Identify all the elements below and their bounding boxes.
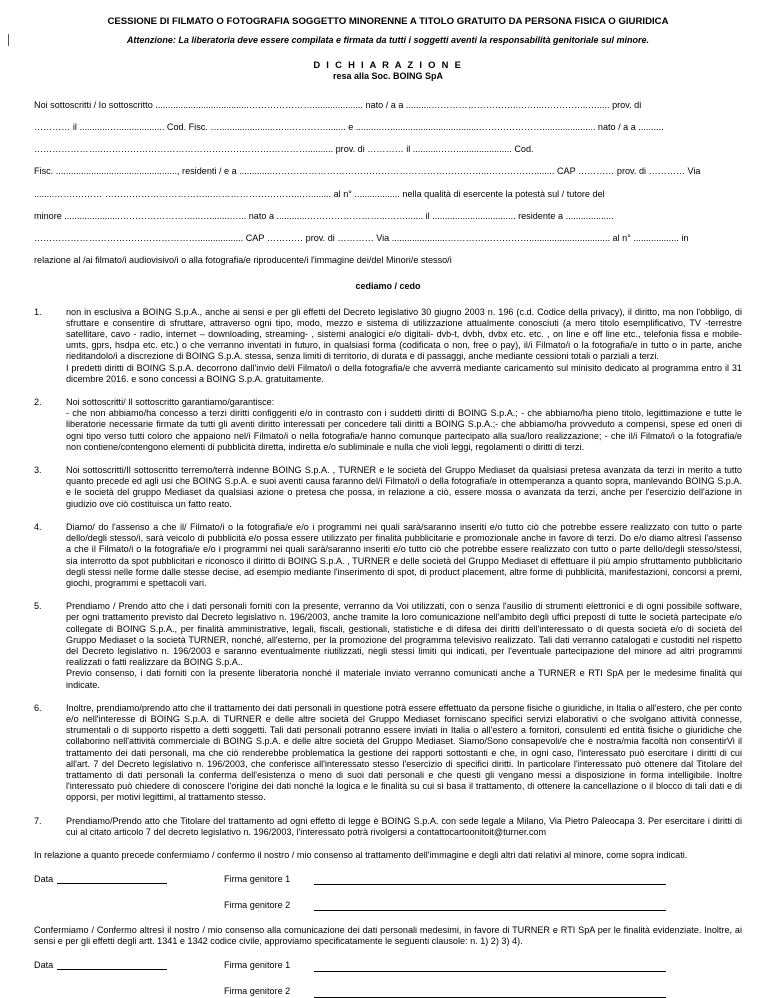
document-title: CESSIONE DI FILMATO O FOTOGRAFIA SOGGETTO MINORENNE A TITOLO GRATUITO DA PERSONA FISICA O GIURIDICA [107, 16, 669, 27]
clause-item [34, 601, 742, 691]
margin-marker [8, 34, 9, 46]
parent2-label: Firma genitore 2 [224, 899, 291, 910]
clause-text: Diamo/ do l'assenso a che il/ Filmato/i o la fotografia/e e/o i programmi nei quali sarà/saranno inseriti e/o tutto ciò che potrebbe essere realizzato con tutto o parte dello/degli stesso/i, sarà veicolo di pubblicità e/o possa essere utilizzato per finalità pubblicitarie e promozionale anche in favore di terzi. Do e/o diamo altresì l'assenso a che il Filmato/i o la fotografia/e e/o i programmi nei quali sarà/saranno inseriti e/o tutto ciò che potrebbe essere realizzato con tutto o parte dello/degli stesso/stessi, sia interrotto da spot pubblicitari e riconosco il diritto di BOING S.p.A. , TURNER e delle società del Gruppo Mediaset di effettuare il più ampio sfruttamento pubblicitario degli stessi nelle forme dalle stesse decise, ad esempio mediante l'inserimento di spot, di product placement, altre forme di pubblicità, manifestazioni, concorsi a premi, giochi, programmi e spettacoli vari. [66, 521, 742, 588]
clause-text: Prendiamo/Prendo atto che Titolare del trattamento ad ogni effetto di legge è BOING S.p.A. con sede legale a Milano, Via Pietro Paleocapa 3. Per esercitare i diritti di cui al citato articolo 7 del decreto legislativo n. 196/2003, l'interessato potrà rivolgersi a contattocartoonitoit@turner.com [66, 815, 742, 837]
signature-row-4 [34, 986, 742, 998]
personal-data-form [34, 94, 742, 272]
clause-number: 5. [34, 601, 42, 612]
document-page [34, 14, 742, 998]
parent2-label: Firma genitore 2 [224, 986, 291, 997]
date-field[interactable] [57, 874, 167, 884]
clause-item [34, 816, 742, 838]
clause-text: non in esclusiva a BOING S.p.A., anche ai sensi e per gli effetti del Decreto legislativo 30 giugno 2003 n. 196 (c.d. Codice della privacy), il diritto, ma non l'obbligo, di sfruttare e consentire di sfruttare, attraverso ogni tipo, modo, mezzo e sistema di utilizzazione attualmente conosciuti (a mero titolo esemplificativo, TV -terrestre satellitare, cavo - radio, internet – downloading, streaming- , sistemi analogici e/o digitali- dvb-t, dvbh, dvbx etc. etc. , on line e off line etc., telefonia fissa e mobile- umts, gprs, hsdpa etc. etc.) o che verranno inventati in futuro, in qualsiasi forma (codificata o non, free o pay), il/i Filmato/i o la fotografia/e in tutto o in parte, anche rieditandolo/i a discrezione di BOING S.p.A. stessa, senza limiti di territorio, di durata e di passaggi, anche mediante cessioni totali o parziali a terzi. I predetti diritti di BOING S.p.A. decorrono dall'invio del/i Filmato/i o della fotografia/e che avverrà mediante caricamento sul minisito dedicato al programma entro il 31 dicembre 2016. e sono concessi a BOING S.p.A. gratuitamente. [66, 306, 742, 384]
clause-item [34, 703, 742, 804]
communication-consent: Confermiamo / Confermo altresì il nostro / mio consenso alla comunicazione dei dati personali medesimi, in favore di TURNER e RTI SpA per le finalità evidenziate. Inoltre, ai sensi e per gli effetti degli artt. 1341 e 1342 codice civile, approviamo specificatamente le seguenti clausole: n. 1) 2) 3) 4). [34, 925, 742, 947]
consent-statement: In relazione a quanto precede confermiamo / confermo il nostro / mio consenso al trattamento dell'immagine e degli altri dati relativi al minore, come sopra indicati. [34, 849, 688, 860]
clause-text: Noi sottoscritti/Il sottoscritto terremo/terrà indenne BOING S.p.A. , TURNER e le società del Gruppo Mediaset da qualsiasi pretesa avanzata da terzi in merito a tutto quanto precede ed agli usi che BOING S.p.A. e suoi aventi causa faranno del/i Filmato/i o della fotografia/e in ottemperanza a quanto sopra, manlevando BOING S.p.A. e le società del gruppo Mediaset da qualsiasi azione o pretesa che possa, in relazione a ciò, essere mossa o avanzata da terzi, anche per l'esercizio dell'azione in giudizio ove ciò costituisca un fatto reato. [66, 465, 742, 509]
date-label: Data [34, 873, 54, 884]
clause-number: 2. [34, 397, 42, 408]
fill-line[interactable]: ……………………………………………….................. CAP ………… prov. di ………… Via ......................………………………................................ al n° .................. in [34, 233, 689, 244]
clause-item [34, 397, 742, 453]
fill-line[interactable]: ........…….……… ……………………………...………………………...…........ al n° .................. nella qualità di esercente la potestà sul / tutore del [34, 188, 605, 199]
clause-item [34, 465, 742, 510]
signature-row-2 [34, 899, 742, 911]
clause-text: Noi sottoscritti/ Il sottoscritto garantiamo/garantisce: - che non abbiamo/ha concesso a terzi diritti configgenti e/o in contrasto con i suddetti diritti di BOING S.p.A.; - che abbiamo/ha pieno titolo, legittimazione e tutte le liberatorie necessarie firmate da tutti gli aventi diritto interessati per concedere tali diritti a BOING S.p.A.;- che abbiamo/ha provveduto a compensi, spese ed oneri di ogni tipo verso tutti coloro che appaiono nel/i Filmato/i o nella fotografia/e hanno comunque partecipato alla sua/loro realizzazione; - che il/i Filmato/i o la fotografia/e non contiene/contengono elementi di pubblicità diretta, indiretta e/o subliminale e nulla che violi leggi, regolamenti o diritti di terzi. [66, 397, 742, 452]
clause-number: 1. [34, 306, 42, 317]
clause-item [34, 522, 742, 589]
clause-item [34, 307, 742, 385]
fill-line[interactable]: ………… il ............….................. Cod. Fisc. …......................…..…………........ e ..........…...................................…………………..................... nato / a a .......... [34, 122, 664, 133]
fill-line[interactable]: Noi sottoscritti / Io sottoscritto .....................................………………….................... nato / a a ..........………………………..……...…………...…..... prov. di [34, 99, 642, 110]
clause-number: 7. [34, 815, 42, 826]
parent2-signature-field[interactable] [314, 988, 666, 998]
fill-line-last: relazione al /ai filmato/i audiovisivo/i o alla fotografia/e riproducente/i l'immagine dei/del Minori/e stesso/i [34, 255, 452, 266]
declaration-subheading: resa alla Soc. BOING SpA [332, 70, 444, 81]
parent1-signature-field[interactable] [314, 962, 666, 972]
parent1-label: Firma genitore 1 [224, 873, 291, 884]
clause-number: 3. [34, 465, 42, 476]
fill-line[interactable]: …………………..……………………………………….……….………….......... prov. di ………… il ..........……...................... Cod. [34, 144, 534, 155]
declaration-heading: D I C H I A R A Z I O N E [313, 59, 463, 71]
cediamo-heading: cediamo / cedo [355, 281, 421, 292]
parent1-label: Firma genitore 1 [224, 960, 291, 971]
clause-number: 4. [34, 521, 42, 532]
date-label: Data [34, 960, 54, 971]
fill-line[interactable]: minore ......................……………………...…........…... nato a ............……………………...……....... il ................................. residente a ................... [34, 210, 614, 221]
clauses-list [34, 307, 742, 838]
parent1-signature-field[interactable] [314, 875, 666, 885]
signature-row-1 [34, 873, 742, 885]
clause-text: Inoltre, prendiamo/prendo atto che il trattamento dei dati personali in questione potrà essere effettuato da persone fisiche o giuridiche, in Italia o all'estero, che per conto e/o nell'interesse di BOING S.p.A. di TURNER e delle altre società del Gruppo Mediaset forniscano specifici servizi elaborativi o che svolgano attività connesse, strumentali o di supporto rispetto a detti soggetti. Tali dati personali potranno essere inviati in Italia o all'estero a fornitori, consulenti ed entità fisiche o giuridiche che collaborino nell'attività commerciale di BOING S.p.A. e delle altre società del Gruppo Mediaset. Siamo/Sono consapevoli/e che è nostra/mia facoltà non consentirVi il trattamento dei dati personali, ma che ciò renderebbe problematica la gestione dei rapporti sottostanti e che, in ogni caso, l'interessato può esercitare i diritti di cui all'art. 7 del Decreto legislativo n. 196/2003, che conferisce all'interessato stesso l'esercizio di specifici diritti. In particolare l'interessato può ottenere dal Titolare del trattamento di dati personali la conferma dell'esistenza o meno di suoi dati personali e che questi gli vengano messi a disposizione in forma intelligibile. Inoltre l'interessato può chiedere di conoscere l'origine dei dati nonché la logica e le finalità su cui si basa il trattamento, di ottenere la cancellazione o il blocco di tali dati e di opporsi, per motivi legittimi, al trattamento stesso. [66, 702, 742, 803]
warning-note: Attenzione: La liberatoria deve essere compilata e firmata da tutti i soggetti aventi la responsabilità genitoriale sul minore. [126, 35, 650, 46]
parent2-signature-field[interactable] [314, 901, 666, 911]
fill-line[interactable]: Fisc. ................................................, residenti / e a .............……………………………………………………………...……………........ CAP ………… prov. di ………… Via [34, 166, 701, 177]
signature-row-3 [34, 960, 742, 972]
clause-number: 6. [34, 702, 42, 713]
date-field[interactable] [57, 960, 167, 970]
clause-text: Prendiamo / Prendo atto che i dati personali forniti con la presente, verranno da Voi utilizzati, con o senza l'ausilio di strumenti elettronici e di ogni possibile software, per ogni trattamento previsto dal Decreto legislativo n. 196/2003, anche tramite la loro comunicazione nell'ambito degli uffici preposti di tutte le società partecipate e/o collegate di BOING S.p.A., per finalità amministrative, legali, fiscali, gestionali, statistiche e di difesa dei diritti dell'interessato o di questa società e/o di società del Gruppo Mediaset o la società TURNER, nonché, all'esterno, per la promozione del programma televisivo realizzato. Tali dati verranno catalogati e custoditi nel rispetto del Decreto legislativo n. 196/2003 e saranno eventualmente riutilizzati, negli stessi limiti qui indicati, per l'eventuale partecipazione del minore ad altri programmi realizzati o fatti realizzare da BOING S.p.A.. Previo consenso, i dati forniti con la presente liberatoria nonché il materiale inviato verranno comunicati anche a TURNER e RTI SpA per le medesime finalità qui indicate. [66, 601, 742, 690]
